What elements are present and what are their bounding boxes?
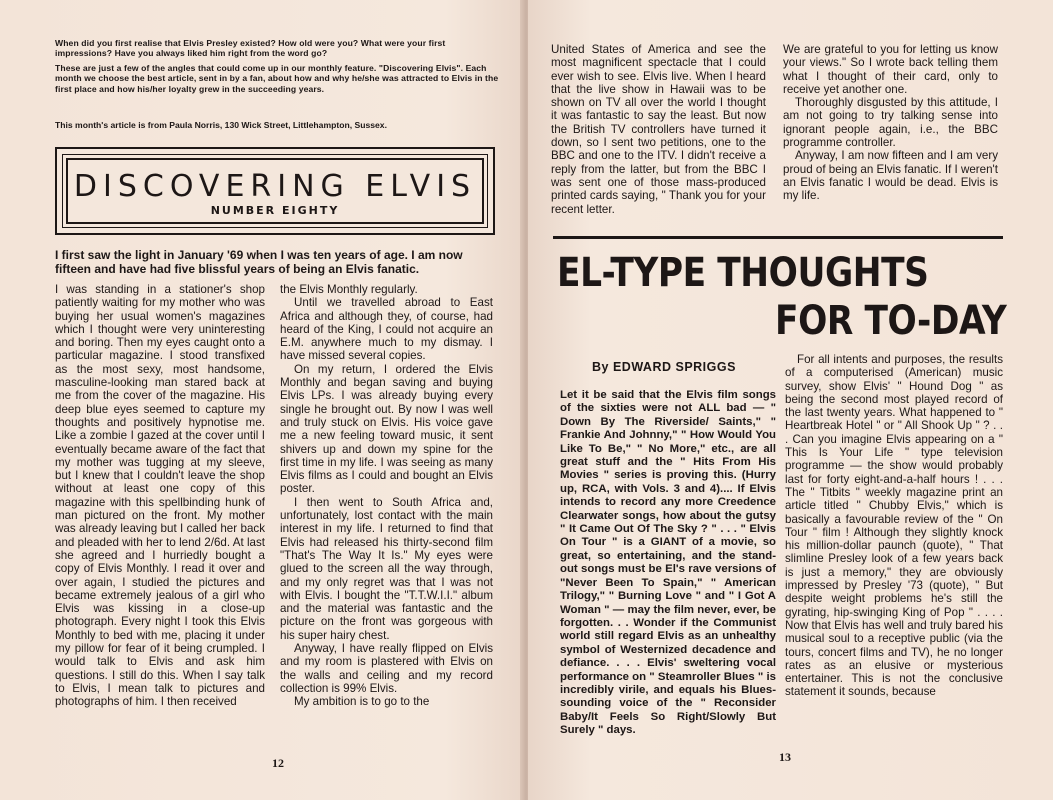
paragraph: I then went to South Africa and, unfortunately, lost contact with the main interest in my life. I returned to find that Elvis had released his thirty-second film "That's The Way It Is." My eyes were glued to the screen all the way through, and my only regret was that I was not with Elvis. I bought the "T.T.W.I.I." album and the material was fantastic and the picture on the front was gorgeous with his super hairy chest. — [280, 495, 493, 642]
right-column-3 — [785, 353, 1003, 699]
banner-subtitle: NUMBER EIGHTY — [210, 204, 340, 217]
author-line: This month's article is from Paula Norris, 130 Wick Street, Littlehampton, Sussex. — [55, 120, 387, 130]
paragraph: Thoroughly disgusted by this attitude, I am not going to try talking sense into ignorant people again, i.e., the BBC programme controller. — [783, 96, 998, 150]
right-column-1 — [551, 43, 766, 216]
paragraph: United States of America and see the most magnificent spectacle that I could ever wish to see. Elvis live. When I heard that the live show in Hawaii was to be shown on TV all over the world I thought it was fantastic to say the least. But now the British TV controllers have turned it down, so I sent two petitions, one to the BBC and one to the ITV. I didn't receive a reply from the latter, but from the BBC I was sent one of those mass-produced printed cards saying, " Thank you for your recent letter. — [551, 43, 766, 216]
banner-title: DISCOVERING ELVIS — [73, 169, 477, 204]
paragraph: We are grateful to you for letting us know your views." So I wrote back telling them what I thought of their card, only to receive yet another one. — [783, 43, 998, 96]
bold-column — [560, 389, 776, 738]
right-column-2 — [783, 43, 998, 203]
left-column-2 — [280, 283, 493, 709]
byline: By EDWARD SPRIGGS — [592, 360, 736, 374]
headline-line-2: FOR TO-DAY — [775, 298, 1007, 344]
discovering-elvis-banner — [55, 147, 495, 235]
paragraph: Anyway, I am now fifteen and I am very proud of being an Elvis fanatic. If I weren't an Elvis fanatic I would be dead. Elvis is my life. — [783, 149, 998, 203]
section-rule — [553, 236, 1003, 239]
intro-paragraph: These are just a few of the angles that could come up in our monthly feature. "Discovering Elvis". Each month we choose the best article, sent in by a fan, about how and why he/she was attracted to Elvis in the first place and how his/her loyalty grew in the succeeding years. — [55, 62, 499, 94]
article-lede: I first saw the light in January '69 when I was ten years of age. I am now fifteen and have had five blissful years of being an Elvis fanatic. — [55, 248, 463, 276]
paragraph: the Elvis Monthly regularly. — [280, 283, 418, 296]
paragraph: I was standing in a stationer's shop patiently waiting for my mother who was buying her usual women's magazines which I thought were very uninteresting and boring. Then my eyes caught onto a particular magazine. I stood transfixed as the most sexy, most handsome, masculine-looking man stared back at me from the cover of the magazine. His deep blue eyes seemed to capture my thoughts and positively hypnotise me. Like a zombie I gazed at the cover until I eventually became aware of the fact that my mother was tugging at my sleeve, but I knew that I couldn't leave the shop without at least one copy of this magazine with this spellbinding hunk of man pictured on the front. My mother was already leaving but I called her back and pleaded with her to lend 2/6d. At last she agreed and I hurriedly bought a copy of Elvis Monthly. I read it over and over again, I studied the pictures and became extremely jealous of a girl who Elvis was kissing in a close-up photograph. Every night I took this Elvis Monthly to bed with me, placing it under my pillow for fear of it being crumpled. I would talk to Elvis and ask him questions. I still do this. When I say talk to Elvis, I mean talk to pictures and photographs of him. I then received — [55, 283, 265, 709]
left-page — [0, 0, 524, 800]
paragraph: My ambition is to go to the — [294, 695, 430, 709]
page-number: 12 — [272, 756, 284, 770]
left-column-1 — [55, 283, 265, 709]
intro-text — [55, 38, 500, 98]
paragraph: For all intents and purposes, the results of a computerised (American) music survey, show Elvis' " Hound Dog " as being the second most played record of the last twenty years. What happened to " Heartbreak Hotel " or " All Shook Up " ? . . . Can you imagine Elvis appearing on a " This Is Your Life " type television programme — the show would probably last for forty eight-and-a-half hours ! . . . The " Titbits " weekly magazine print an article titled " Chubby Elvis," which is basically a favourable review of the " On Tour " film ! Although they slightly knock his million-dollar paunch (quote), " That slimline Presley look of a few years back is just a memory," they are obviously impressed by Presley '73 (quote), " But despite weight problems he's still the gyrating, hip-swinging King of Pop " . . . . Now that Elvis has well and truly bared his musical soul to a receptive public (via the tours, concert films and TV), he no longer rates as an elusive or mysterious entertainer. This is not the conclusive statement it sounds, because — [785, 353, 1003, 699]
paragraph: On my return, I ordered the Elvis Monthly and began saving and buying Elvis LPs. I was already buying every single he brought out. By now I was well and truly stuck on Elvis. His voice gave me a new feeling toward music, it sent shivers up and down my spine for the first time in my life. I was seeing as many Elvis films as I could and bought an Elvis poster. — [280, 362, 493, 496]
paragraph: Anyway, I have really flipped on Elvis and my room is plastered with Elvis on the walls and ceiling and my record collection is 99% Elvis. — [280, 642, 493, 695]
paragraph: Until we travelled abroad to East Africa and although they, of course, had heard of the King, I could not acquire an E.M. anywhere much to my dismay. I have missed several copies. — [280, 296, 493, 363]
intro-paragraph: When did you first realise that Elvis Presley existed? How old were you? What were your first impressions? Have you always liked him right from the word go? — [55, 38, 446, 59]
headline-line-1: EL-TYPE THOUGHTS — [557, 250, 929, 296]
page-number: 13 — [779, 750, 791, 764]
paragraph: Let it be said that the Elvis film songs of the sixties were not ALL bad — " Down By The Riverside/ Saints," " Frankie And Johnny," " How Would You Like To Be," " No More," etc., are all great stuff and the " Hits From His Movies " series is proving this. (Hurry up, RCA, with Vols. 3 and 4).... If Elvis intends to record any more Creedence Clearwater songs, how about the gutsy " It Came Out Of The Sky ? " . . . " Elvis On Tour " is a GIANT of a movie, so great, so entertaining, and the stand-out songs must be El's rave versions of "Never Been To Spain," " American Trilogy," " Burning Love " and " I Got A Woman " — may the film never, ever, be forgotten. . . Wonder if the Communist world still regard Elvis as an unhealthy symbol of Westernized decadence and defiance. . . . Elvis' sweltering vocal performance on " Steamroller Blues " is incredibly virile, and equals his Blues-sounding voice of the " Reconsider Baby/It Feels So Right/Slowly But Surely " days. — [560, 389, 776, 737]
